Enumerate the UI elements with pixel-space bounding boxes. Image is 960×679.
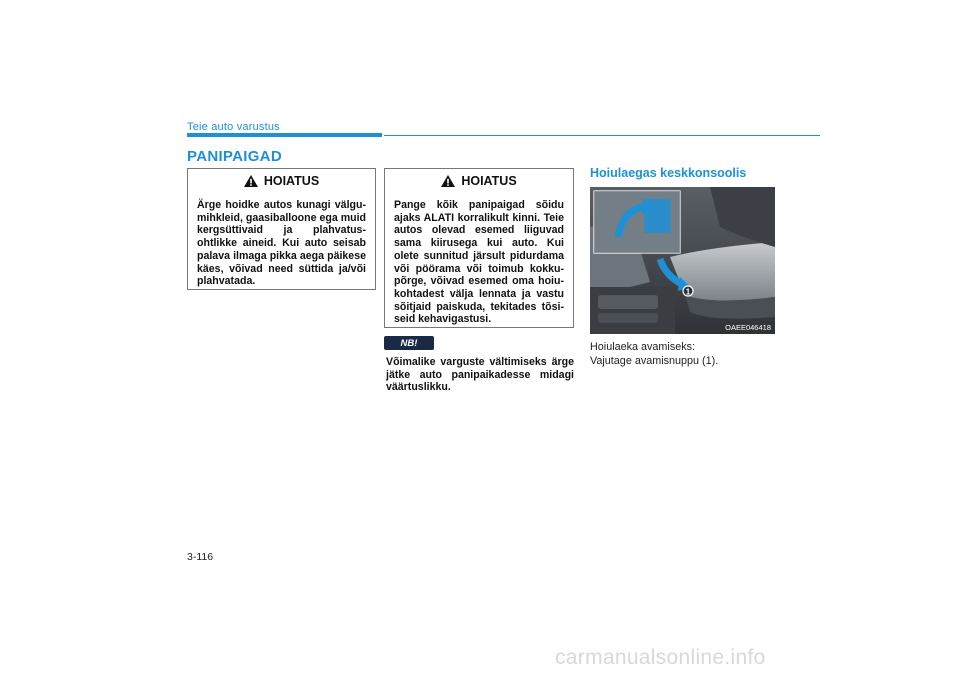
nb-text: Võimalike varguste vältimiseks ärge jätke auto panipaikadesse midagi väärtuslikku. <box>386 356 574 394</box>
warning-text-2: Pange kõik panipaigad sõidu ajaks ALATI korralikult kinni. Teie autos olevad esemed liiguvad sama kiirusega kui auto. Kui olete sunnitud järsult pidurdama või pöörama või toimub kokkupõrge, võivad esemed oma hoiukohtadest välja lennata ja vastu sõitjaid paiskuda, tekitades tõsiseid kehavigastusi. <box>394 199 564 326</box>
warning-heading-text-1: HOIATUS <box>263 174 320 188</box>
instruction-line-1: Hoiulaeka avamiseks: <box>590 341 696 353</box>
warning-heading-2 <box>385 169 573 193</box>
warning-heading-text-2: HOIATUS <box>461 174 517 188</box>
console-photo <box>590 187 775 334</box>
watermark: carmanualsonline.info <box>555 646 766 669</box>
nb-badge: NB! <box>384 336 434 350</box>
warning-triangle-icon <box>441 175 455 187</box>
section-header: Teie auto varustus <box>187 121 280 133</box>
warning-box-2 <box>384 168 574 328</box>
subsection-title: Hoiulaegas keskkonsoolis <box>590 166 747 180</box>
header-rule-thin <box>384 135 820 136</box>
warning-triangle-icon <box>244 175 258 187</box>
header-rule-thick <box>187 133 382 137</box>
warning-text-1: Ärge hoidke autos kunagi välgumihkleid, gaasiballoone ega muid kergsüttivaid ja plahvatusohtlikke aineid. Kui auto seisab palava ilmaga pikka aega päikese käes, võivad need süttida ja/või plahvatada. <box>197 199 366 288</box>
instruction-line-2: Vajutage avamisnuppu (1). <box>590 355 719 367</box>
warning-heading-1 <box>188 169 375 193</box>
console-illustration <box>590 187 775 334</box>
callout-number: 1 <box>685 287 691 297</box>
page-title: PANIPAIGAD <box>187 148 282 165</box>
warning-box-1 <box>187 168 376 290</box>
page-number: 3-116 <box>187 551 214 563</box>
image-code: OAEE046418 <box>725 323 771 332</box>
